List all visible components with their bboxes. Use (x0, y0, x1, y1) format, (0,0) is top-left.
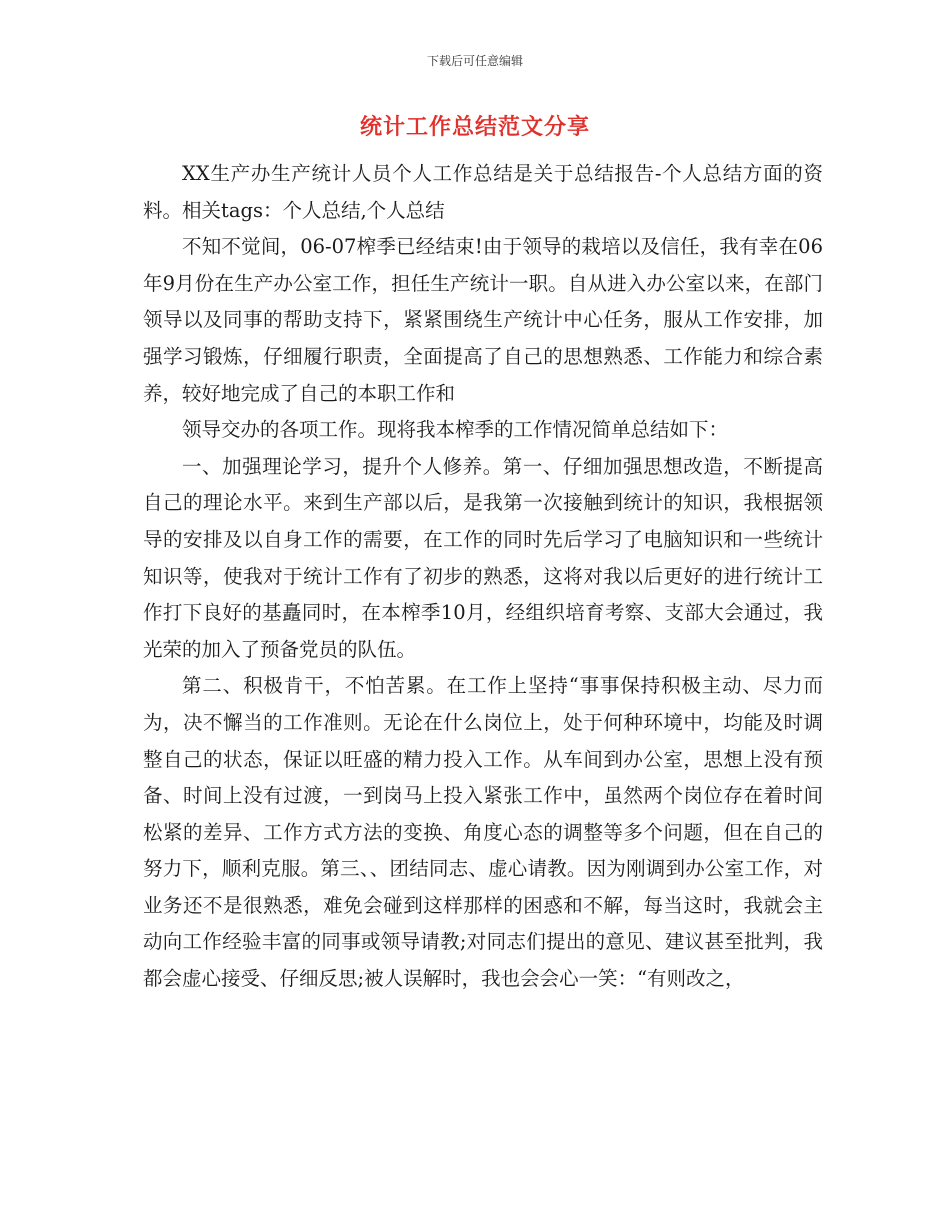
paragraph-opening: 不知不觉间，06-07榨季已经结束!由于领导的栽培以及信任，我有幸在06年9月份在生产办公室工作，担任生产统计一职。自从进入办公室以来，在部门领导以及同事的帮助支持下，紧紧围绕生产统计中心任务，服从工作安排，加强学习锻炼，仔细履行职责，全面提高了自己的思想熟悉、工作能力和综合素养，较好地完成了自己的本职工作和 (143, 235, 823, 405)
paragraph-summary-lead: 领导交办的各项工作。现将我本榨季的工作情况简单总结如下： (182, 418, 729, 442)
document-body (143, 156, 823, 998)
paragraph-section-two: 第二、积极肯干，不怕苦累。在工作上坚持“事事保持积极主动、尽力而为，决不懈当的工作准则。无论在什么岗位上，处于何种环境中，均能及时调整自己的状态，保证以旺盛的精力投入工作。从车间到办公室，思想上没有预备、时间上没有过渡，一到岗马上投入紧张工作中，虽然两个岗位存在着时间松紧的差异、工作方式方法的变换、角度心态的调整等多个问题，但在自己的努力下，顺利克服。第三、、团结同志、虚心请教。因为刚调到办公室工作，对业务还不是很熟悉，难免会碰到这样那样的困惑和不解，每当这时，我就会主动向工作经验丰富的同事或领导请教;对同志们提出的意见、建议甚至批判，我都会虚心接受、仔细反思;被人误解时，我也会会心一笑：“有则改之， (143, 674, 823, 991)
header-note: 下载后可任意编辑 (426, 54, 523, 68)
document-title: 统计工作总结范文分享 (359, 115, 590, 140)
paragraph-intro: XX生产办生产统计人员个人工作总结是关于总结报告-个人总结方面的资料。相关tags：个人总结,个人总结 (143, 162, 823, 222)
paragraph-section-one: 一、加强理论学习，提升个人修养。第一、仔细加强思想改造，不断提高自己的理论水平。来到生产部以后，是我第一次接触到统计的知识，我根据领导的安排及以自身工作的需要，在工作的同时先后学习了电脑知识和一些统计知识等，使我对于统计工作有了初步的熟悉，这将对我以后更好的进行统计工作打下良好的基矗同时，在本榨季10月，经组织培育考察、支部大会通过，我光荣的加入了预备党员的队伍。 (143, 454, 823, 661)
